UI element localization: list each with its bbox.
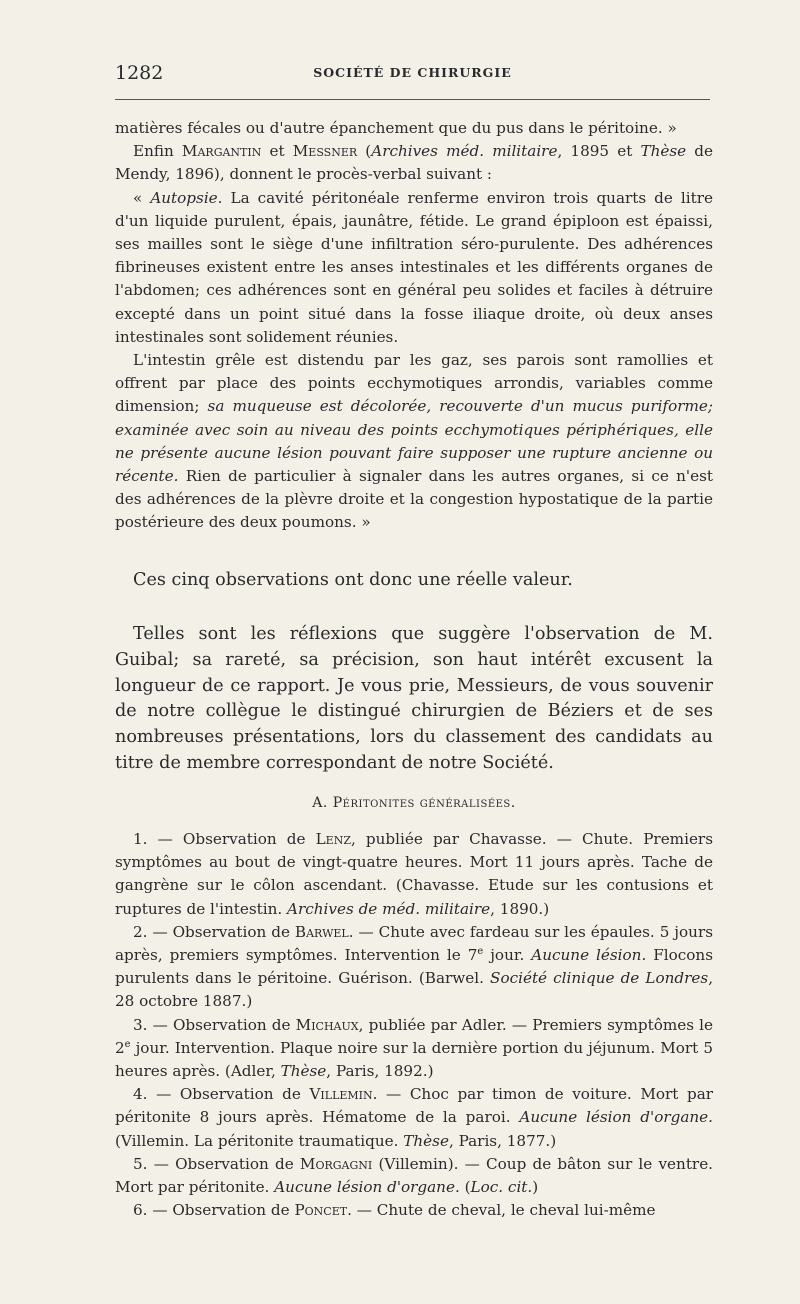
- conclusion-sentence: [115, 568, 713, 594]
- text-run: . — Choc par timon de voiture. Mort par péritonite 8 jours après. Hématome de la paroi.: [115, 1085, 714, 1127]
- italic-text: Autopsie.: [150, 188, 223, 207]
- author-name: Messner: [292, 142, 358, 161]
- italic-text: Aucune lésion d'organe.: [519, 1108, 713, 1127]
- section-heading: A. Péritonites généralisées.: [312, 795, 516, 811]
- italic-text: Loc. cit.: [470, 1178, 533, 1197]
- text-run: 4. — Observation de: [133, 1085, 310, 1104]
- quoted-report: [115, 117, 713, 535]
- paragraph: [115, 622, 713, 777]
- paragraph: [115, 140, 713, 186]
- text-run: L'intestin grêle est distendu par les gaz, ses parois sont ramollies et offrent par place des points ecchymotiques arrondis, variables comme dimension;: [115, 351, 713, 416]
- text-run: (: [357, 142, 372, 161]
- text-run: 1. — Observation de: [133, 830, 316, 848]
- text-run: «: [133, 188, 151, 207]
- author-name: Villemin: [309, 1085, 373, 1104]
- paragraph: [115, 187, 713, 349]
- observation-entry: [115, 1199, 713, 1222]
- text-run: La cavité péritonéale renferme environ trois quarts de litre d'un liquide purulent, épais, jaunâtre, fétide. Le grand épiploon est épaissi, ses mailles sont le siège d'une infiltration séro-purulente. Des adhérences fibrineuses existent entre les anses intestinales et les différents organes de l'abdomen; ces adhérences sont en général peu solides et faciles à détruire excepté dans un point situé dans la fosse iliaque droite, où deux anses intestinales sont solidement réunies.: [115, 188, 713, 346]
- text-run: jour.: [483, 946, 532, 965]
- paragraph: [115, 349, 713, 535]
- author-name: Lenz: [315, 830, 351, 848]
- text-run: . — Chute de cheval, le cheval lui-même: [347, 1201, 656, 1220]
- author-name: Morgagni: [299, 1154, 373, 1173]
- author-name: Barwel: [294, 922, 349, 941]
- text-run: e: [477, 945, 484, 957]
- italic-text: Thèse: [403, 1131, 449, 1150]
- text-run: , Paris, 1892.): [326, 1062, 434, 1081]
- text-run: . — Chute avec fardeau sur les épaules. 5 jours après, premiers symptômes. Intervention le 7: [115, 922, 713, 965]
- text-run: , 28 octobre 1887.): [115, 969, 714, 1011]
- observations-list: [115, 828, 713, 1222]
- author-name: Michaux: [295, 1015, 359, 1034]
- text-run: Flocons purulents dans le péritoine. Guérison. (Barwel.: [115, 946, 714, 988]
- paragraph: [115, 117, 713, 140]
- text-run: , publiée par Adler. — Premiers symptômes le 2: [115, 1015, 713, 1057]
- text-run: 3. — Observation de: [133, 1015, 296, 1034]
- text-run: , 1895 et: [557, 142, 641, 161]
- italic-text: sa muqueuse est décolorée, recouverte d'un mucus puriforme; examinée avec soin au niveau des points ecchymotiques périphériques, elle ne présente aucune lésion pouvant faire supposer une rupture ancienne ou récente.: [115, 397, 713, 486]
- author-name: Poncet: [294, 1201, 348, 1220]
- text-run: Rien de particulier à signaler dans les autres organes, si ce n'est des adhérences de la plèvre droite et la congestion hypostatique de la partie postérieure des deux poumons. »: [115, 467, 713, 532]
- running-head: SOCIÉTÉ DE CHIRURGIE: [313, 65, 512, 80]
- observation-entry: [115, 921, 713, 1014]
- text-run: (Villemin). — Coup de bâton sur le ventre. Mort par péritonite.: [115, 1154, 714, 1197]
- closing-paragraph: [115, 622, 713, 777]
- text-run: e: [124, 1038, 131, 1050]
- text-run: , publiée par Chavasse. — Chute. Premiers symptômes au bout de vingt-quatre heures. Mort 11 jours après. Tache de gangrène sur le côlon ascendant. (Chavasse. Etude sur les contusions et ruptures de l'intestin.: [115, 830, 713, 918]
- text-run: et: [261, 142, 293, 161]
- author-name: Margantin: [181, 142, 262, 161]
- text-run: matières fécales ou d'autre épanchement que du pus dans le péritoine. »: [115, 119, 677, 137]
- text-run: , Paris, 1877.): [448, 1131, 557, 1150]
- text-run: 6. — Observation de: [133, 1201, 295, 1220]
- page-header: [115, 62, 710, 86]
- text-run: jour. Intervention. Plaque noire sur la dernière portion du jéjunum. Mort 5 heures après. (Adler,: [115, 1038, 713, 1081]
- paragraph: [115, 568, 713, 594]
- italic-text: Société clinique de Londres: [490, 969, 709, 988]
- text-run: (Villemin. La péritonite traumatique.: [115, 1131, 404, 1150]
- header-rule: [115, 99, 710, 100]
- text-run: , 1890.): [490, 899, 550, 918]
- observation-entry: [115, 1153, 713, 1199]
- italic-text: Aucune lésion d'organe.: [274, 1178, 460, 1197]
- text-run: de Mendy, 1896), donnent le procès-verbal suivant :: [115, 142, 713, 184]
- observation-entry: [115, 1014, 713, 1084]
- text-run: (: [459, 1178, 471, 1197]
- text-run: 2. — Observation de: [133, 922, 295, 941]
- text-run: ): [532, 1178, 539, 1197]
- text-run: Enfin: [133, 142, 182, 161]
- page-number: 1282: [115, 62, 164, 84]
- text-run: Telles sont les réflexions que suggère l'observation de M. Guibal; sa rareté, sa précision, son haut intérêt excusent la longueur de ce rapport. Je vous prie, Messieurs, de vous souvenir de notre collègue le distingué chirurgien de Béziers et de ses nombreuses présentations, lors du classement des candidats au titre de membre correspondant de notre Société.: [115, 624, 713, 773]
- italic-text: Thèse: [280, 1062, 327, 1081]
- italic-text: Thèse: [640, 142, 687, 161]
- text-run: 5. — Observation de: [133, 1154, 300, 1173]
- observation-entry: [115, 1083, 713, 1153]
- italic-text: Aucune lésion.: [531, 946, 647, 965]
- observation-entry: [115, 828, 713, 921]
- italic-text: Archives de méd. militaire: [287, 899, 491, 918]
- italic-text: Archives méd. militaire: [371, 142, 558, 161]
- text-run: Ces cinq observations ont donc une réelle valeur.: [133, 570, 573, 590]
